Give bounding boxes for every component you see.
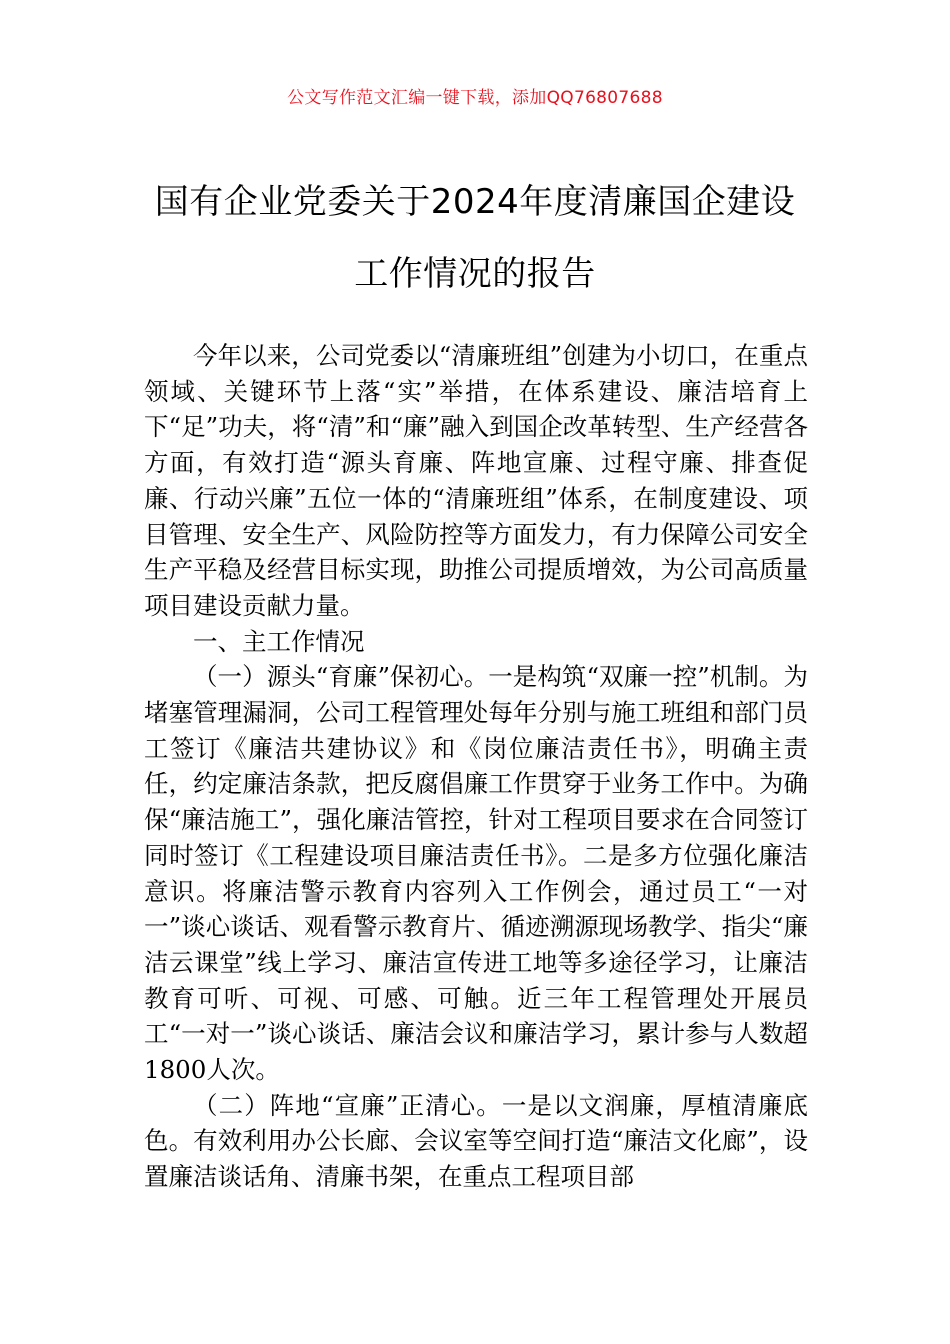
section-heading: 一、主工作情况 [193,626,365,656]
header-note: 公文写作范文汇编一键下载，添加QQ76807688 [287,88,663,108]
document-body [144,338,808,1195]
title-line-2: 工作情况的报告 [354,254,596,294]
title-line-1: 国有企业党委关于2024年度清廉国企建设 [154,182,796,222]
paragraph-section-2: （二）阵地“宣廉”正清心。一是以文润廉，厚植清廉底色。有效利用办公长廊、会议室等空间打造“廉洁文化廊”，设置廉洁谈话角、清廉书架，在重点工程项目部 [144,1090,808,1192]
paragraph-section-1: （一）源头“育廉”保初心。一是构筑“双廉一控”机制。为堵塞管理漏洞，公司工程管理处每年分别与施工班组和部门员工签订《廉洁共建协议》和《岗位廉洁责任书》，明确主责任，约定廉洁条款，把反腐倡廉工作贯穿于业务工作中。为确保“廉洁施工”，强化廉洁管控，针对工程项目要求在合同签订同时签订《工程建设项目廉洁责任书》。二是多方位强化廉洁意识。将廉洁警示教育内容列入工作例会，通过员工“一对一”谈心谈话、观看警示教育片、循迹溯源现场教学、指尖“廉洁云课堂”线上学习、廉洁宣传进工地等多途径学习，让廉洁教育可听、可视、可感、可触。近三年工程管理处开展员工“一对一”谈心谈话、廉洁会议和廉洁学习，累计参与人数超1800人次。 [144,662,808,1085]
paragraph-intro: 今年以来，公司党委以“清廉班组”创建为小切口，在重点领域、关键环节上落“实”举措，在体系建设、廉洁培育上下“足”功夫，将“清”和“廉”融入到国企改革转型、生产经营各方面，有效打造“源头育廉、阵地宣廉、过程守廉、排查促廉、行动兴廉”五位一体的“清廉班组”体系，在制度建设、项目管理、安全生产、风险防控等方面发力，有力保障公司安全生产平稳及经营目标实现，助推公司提质增效，为公司高质量项目建设贡献力量。 [144,341,808,620]
